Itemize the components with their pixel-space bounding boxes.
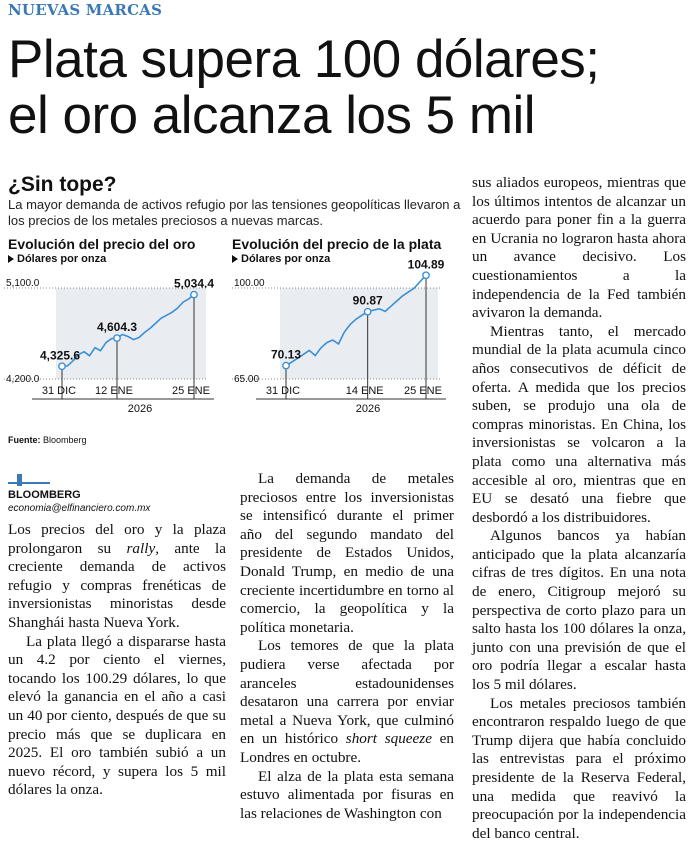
x-tick-label: 31 DIC <box>265 385 301 397</box>
data-point <box>114 335 120 341</box>
paragraph-italic: rally <box>126 539 156 557</box>
data-label: 5,034.4 <box>173 276 215 291</box>
source-note <box>8 435 87 445</box>
paragraph-text: , ante la creciente demanda de activos refugio y compras frenéticas de inversionistas minoristas desde Shanghái hasta Nueva York. <box>8 539 226 631</box>
x-year-label: 2026 <box>355 403 381 415</box>
paragraph: Mientras tanto, el mercado mundial de la plata acumula cinco años consecutivos de déficit de oferta. A medida que los precios suben, se produjo una ola de compras minoristas. En China, los inversionistas se volcaron a la plata como una alternativa más accesible al oro, mientras que en EU se desató una fiebre que desbordó a los distribuidores. <box>472 322 686 526</box>
gold-price-chart <box>0 266 228 432</box>
infographic-subtitle: La mayor demanda de activos refugio por las tensiones geopolíticas llevaron a los precios de los metales preciosos a nuevas marcas. <box>8 197 461 228</box>
byline-email[interactable]: economia@elfinanciero.com.mx <box>8 503 151 514</box>
paragraph: El alza de la plata esta semana estuvo alimentada por fisuras en las relaciones de Washington con <box>240 767 454 822</box>
triangle-icon <box>8 255 14 263</box>
article-column-3 <box>472 174 686 843</box>
gold-chart-unit <box>8 253 106 265</box>
infographic-title: ¿Sin tope? <box>8 173 117 196</box>
paragraph: La demanda de metales preciosos entre los inversionistas se intensificó durante el primer año del segundo mandato del presidente de Estados Unidos, Donald Trump, en medio de una creciente incertidumbre en torno al comercio, la geopolítica y la política monetaria. <box>240 470 454 636</box>
data-point <box>364 309 370 315</box>
paragraph: Los metales preciosos también encontraron respaldo luego de que Trump dijera que había concluido las entrevistas para el próximo presidente de la Reserva Federal, una medida que reavivó la preocupación por la independencia del banco central. <box>472 694 686 842</box>
data-point <box>191 291 197 297</box>
data-label: 70.13 <box>270 347 302 362</box>
section-label: NUEVAS MARCAS <box>8 1 163 19</box>
headline <box>8 32 688 144</box>
data-label: 104.89 <box>407 257 445 272</box>
article-column-1 <box>8 521 226 800</box>
paragraph-text: Los precios del oro y la plaza prolongaron su <box>8 521 226 557</box>
headline-line-1: Plata supera 100 dólares; <box>8 30 600 89</box>
y-axis-label: 100.00 <box>234 278 265 289</box>
paragraph <box>8 521 226 633</box>
silver-chart-title: Evolución del precio de la plata <box>232 236 442 252</box>
paragraph-italic: short squeeze <box>345 730 432 748</box>
source-label: Fuente: <box>8 435 41 445</box>
byline-rule <box>8 474 50 484</box>
article-column-2 <box>240 470 454 823</box>
byline-agency: BLOOMBERG <box>8 489 81 501</box>
data-point <box>423 272 429 278</box>
gold-chart-title: Evolución del precio del oro <box>8 236 196 252</box>
silver-chart-unit <box>232 253 330 265</box>
x-tick-label: 25 ENE <box>172 385 210 397</box>
triangle-icon <box>232 255 238 263</box>
x-year-label: 2026 <box>127 403 153 415</box>
paragraph: Algunos bancos ya habían anticipado que la plata alcanzaría cifras de tres dígitos. En una nota de enero, Citigroup mejoró su perspectiva de corto plazo para un salto hasta los 100 dólares la onza, junto con una previsión de que el oro podría llegar a escalar hasta los 5 mil dólares. <box>472 527 686 694</box>
silver-chart-unit-label: Dólares por onza <box>241 253 331 265</box>
y-axis-label: 65.00 <box>234 374 260 385</box>
x-tick-label: 31 DIC <box>41 385 77 397</box>
paragraph: sus aliados europeos, mientras que los últimos intentos de alcanzar un acuerdo para poner fin a la guerra en Ucrania no lograron hasta ahora un avance decisivo. Los cuestionamientos a la independencia de la Fed también avivaron la demanda. <box>472 174 686 322</box>
data-point <box>59 363 65 369</box>
x-tick-label: 25 ENE <box>404 385 442 397</box>
gold-chart-unit-label: Dólares por onza <box>17 253 107 265</box>
source-value: Bloomberg <box>43 435 87 445</box>
y-axis-label: 4,200.0 <box>6 374 40 385</box>
x-tick-label: 14 ENE <box>345 385 384 397</box>
data-label: 4,604.3 <box>96 320 138 335</box>
paragraph-text: en Londres en octubre. <box>240 730 454 766</box>
data-label: 90.87 <box>352 293 383 308</box>
paragraph <box>240 637 454 767</box>
paragraph-text: Los temores de que la plata pudiera verse afectada por aranceles estadounidenses desataron una carrera por enviar metal a Nueva York, que culminó en un histórico <box>240 637 454 748</box>
data-point <box>283 362 289 368</box>
data-label: 4,325.6 <box>39 348 81 363</box>
x-tick-label: 12 ENE <box>95 385 133 397</box>
y-axis-label: 5,100.0 <box>6 278 40 289</box>
paragraph: La plata llegó a dispararse hasta un 4.2 por ciento el viernes, tocando los 100.29 dólares, lo que elevó la ganancia en el año a casi un 40 por ciento, después de que su precio más que se duplicara en 2025. El oro también subió a un nuevo récord, y supera los 5 mil dólares la onza. <box>8 632 226 799</box>
byline-marker <box>17 474 22 486</box>
headline-line-2: el oro alcanza los 5 mil <box>8 86 536 145</box>
